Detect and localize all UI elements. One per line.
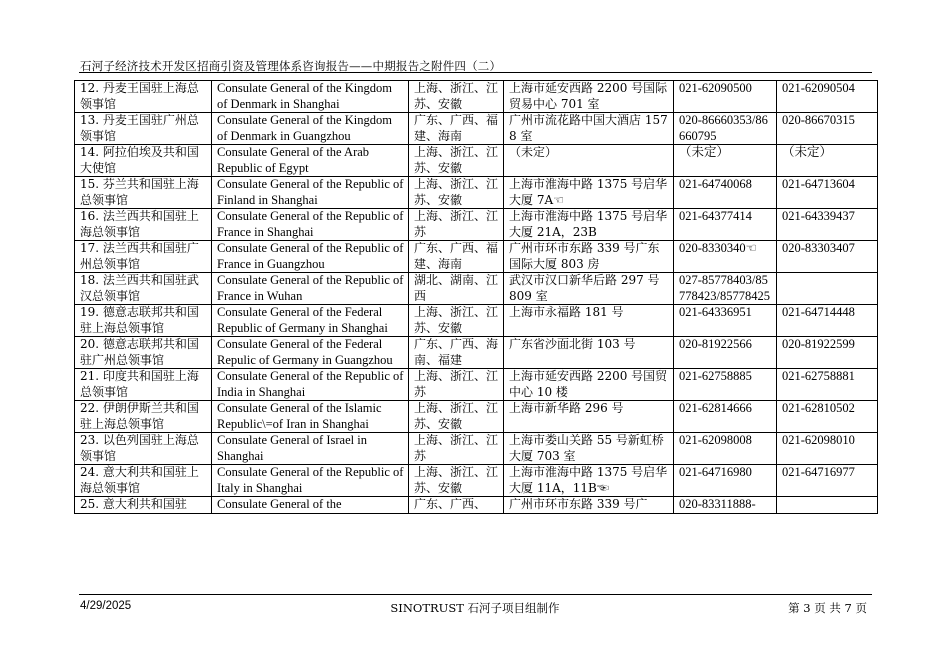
jurisdiction-cell: 上海、浙江、江苏 bbox=[409, 369, 504, 401]
phone-cell: 021-62090500 bbox=[674, 81, 777, 113]
english-name-cell: Consulate General of the Republic of France in Shanghai bbox=[212, 209, 409, 241]
table-row bbox=[75, 465, 878, 497]
phone-cell: 027-85778403/85778423/85778425 bbox=[674, 273, 777, 305]
footer-page-number: 第 3 页 共 7 页 bbox=[788, 601, 867, 615]
address-cell: 武汉市汉口新华后路 297 号 809 室 bbox=[504, 273, 674, 305]
fax-cell: 021-64714448 bbox=[777, 305, 878, 337]
header-rule bbox=[79, 72, 872, 73]
consulate-name-cell: 15. 芬兰共和国驻上海总领事馆 bbox=[75, 177, 212, 209]
table-row bbox=[75, 305, 878, 337]
jurisdiction-cell: 上海、浙江、江苏、安徽 bbox=[409, 145, 504, 177]
phone-cell: 021-62814666 bbox=[674, 401, 777, 433]
jurisdiction-cell: 上海、浙江、江苏 bbox=[409, 209, 504, 241]
table-row bbox=[75, 369, 878, 401]
phone-cell: 021-64377414 bbox=[674, 209, 777, 241]
consulate-name-cell: 21. 印度共和国驻上海总领事馆 bbox=[75, 369, 212, 401]
phone-cell: 020-86660353/86660795 bbox=[674, 113, 777, 145]
consulate-name-cell: 23. 以色列国驻上海总领事馆 bbox=[75, 433, 212, 465]
phone-cell: 021-64740068 bbox=[674, 177, 777, 209]
address-cell: 上海市淮海中路 1375 号启华大厦 11A，11B☜ bbox=[504, 465, 674, 497]
jurisdiction-cell: 上海、浙江、江苏、安徽 bbox=[409, 305, 504, 337]
consulate-name-cell: 14. 阿拉伯埃及共和国大使馆 bbox=[75, 145, 212, 177]
jurisdiction-cell: 上海、浙江、江苏、安徽 bbox=[409, 401, 504, 433]
english-name-cell: Consulate General of the Arab Republic of Egypt bbox=[212, 145, 409, 177]
consulate-name-cell: 12. 丹麦王国驻上海总领事馆 bbox=[75, 81, 212, 113]
table-row bbox=[75, 81, 878, 113]
fax-cell: 021-64339437 bbox=[777, 209, 878, 241]
fax-cell: 020-86670315 bbox=[777, 113, 878, 145]
jurisdiction-cell: 上海、浙江、江苏、安徽 bbox=[409, 465, 504, 497]
fax-cell: 021-64716977 bbox=[777, 465, 878, 497]
address-cell: 上海市淮海中路 1375 号启华大厦 21A，23B bbox=[504, 209, 674, 241]
english-name-cell: Consulate General of the bbox=[212, 497, 409, 514]
fax-cell: 020-83303407 bbox=[777, 241, 878, 273]
english-name-cell: Consulate General of Israel in Shanghai bbox=[212, 433, 409, 465]
phone-cell: 021-62758885 bbox=[674, 369, 777, 401]
address-cell: 上海市新华路 296 号 bbox=[504, 401, 674, 433]
table-row bbox=[75, 241, 878, 273]
consulate-table bbox=[74, 80, 878, 514]
table-row bbox=[75, 401, 878, 433]
english-name-cell: Consulate General of the Republic of Italy in Shanghai bbox=[212, 465, 409, 497]
table-row bbox=[75, 497, 878, 514]
english-name-cell: Consulate General of the Republic of India in Shanghai bbox=[212, 369, 409, 401]
jurisdiction-cell: 湖北、湖南、江西 bbox=[409, 273, 504, 305]
address-cell: 广州市环市东路 339 号广 bbox=[504, 497, 674, 514]
address-cell: 上海市永福路 181 号 bbox=[504, 305, 674, 337]
phone-cell: 021-64716980 bbox=[674, 465, 777, 497]
address-cell: 上海市淮海中路 1375 号启华大厦 7A☜ bbox=[504, 177, 674, 209]
consulate-name-cell: 16. 法兰西共和国驻上海总领事馆 bbox=[75, 209, 212, 241]
jurisdiction-cell: 广东、广西、 bbox=[409, 497, 504, 514]
jurisdiction-cell: 上海、浙江、江苏、安徽 bbox=[409, 177, 504, 209]
jurisdiction-cell: 上海、浙江、江苏 bbox=[409, 433, 504, 465]
consulate-name-cell: 18. 法兰西共和国驻武汉总领事馆 bbox=[75, 273, 212, 305]
fax-cell: 020-81922599 bbox=[777, 337, 878, 369]
footer-rule bbox=[79, 594, 872, 595]
table-row bbox=[75, 433, 878, 465]
table-row bbox=[75, 209, 878, 241]
address-cell: （未定） bbox=[504, 145, 674, 177]
jurisdiction-cell: 广东、广西、福建、海南 bbox=[409, 241, 504, 273]
table-row bbox=[75, 113, 878, 145]
phone-cell: 020-83311888- bbox=[674, 497, 777, 514]
consulate-name-cell: 24. 意大利共和国驻上海总领事馆 bbox=[75, 465, 212, 497]
jurisdiction-cell: 上海、浙江、江苏、安徽 bbox=[409, 81, 504, 113]
table-row bbox=[75, 177, 878, 209]
consulate-name-cell: 25. 意大利共和国驻 bbox=[75, 497, 212, 514]
english-name-cell: Consulate General of the Republic of France in Wuhan bbox=[212, 273, 409, 305]
english-name-cell: Consulate General of the Federal Republic of Germany in Shanghai bbox=[212, 305, 409, 337]
address-cell: 广东省沙面北街 103 号 bbox=[504, 337, 674, 369]
phone-cell: 021-62098008 bbox=[674, 433, 777, 465]
fax-cell: 021-64713604 bbox=[777, 177, 878, 209]
address-cell: 上海市延安西路 2200 号国际贸易中心 701 室 bbox=[504, 81, 674, 113]
fax-cell bbox=[777, 497, 878, 514]
consulate-name-cell: 19. 德意志联邦共和国驻上海总领事馆 bbox=[75, 305, 212, 337]
consulate-name-cell: 22. 伊朗伊斯兰共和国驻上海总领事馆 bbox=[75, 401, 212, 433]
english-name-cell: Consulate General of the Republic of Finland in Shanghai bbox=[212, 177, 409, 209]
phone-cell: 021-64336951 bbox=[674, 305, 777, 337]
consulate-name-cell: 20. 德意志联邦共和国驻广州总领事馆 bbox=[75, 337, 212, 369]
footer-org: SINOTRUST 石河子项目组制作 bbox=[390, 601, 560, 615]
table-row bbox=[75, 145, 878, 177]
footer-date: 4/29/2025 bbox=[80, 600, 132, 612]
fax-cell: 021-62758881 bbox=[777, 369, 878, 401]
fax-cell: （未定） bbox=[777, 145, 878, 177]
table-row bbox=[75, 273, 878, 305]
consulate-name-cell: 17. 法兰西共和国驻广州总领事馆 bbox=[75, 241, 212, 273]
consulate-table-body bbox=[75, 81, 878, 514]
table-row bbox=[75, 337, 878, 369]
page-break-mask bbox=[0, 587, 950, 593]
address-cell: 上海市娄山关路 55 号新虹桥大厦 703 室 bbox=[504, 433, 674, 465]
address-cell: 广州市环市东路 339 号广东国际大厦 803 房 bbox=[504, 241, 674, 273]
fax-cell: 021-62090504 bbox=[777, 81, 878, 113]
jurisdiction-cell: 广东、广西、海南、福建 bbox=[409, 337, 504, 369]
phone-cell: 020-81922566 bbox=[674, 337, 777, 369]
address-cell: 广州市流花路中国大酒店 1578 室 bbox=[504, 113, 674, 145]
english-name-cell: Consulate General of the Republic of France in Guangzhou bbox=[212, 241, 409, 273]
phone-cell: （未定） bbox=[674, 145, 777, 177]
english-name-cell: Consulate General of the Islamic Republic\=of Iran in Shanghai bbox=[212, 401, 409, 433]
fax-cell bbox=[777, 273, 878, 305]
consulate-table-wrapper bbox=[74, 80, 877, 514]
address-cell: 上海市延安西路 2200 号国贸中心 10 楼 bbox=[504, 369, 674, 401]
jurisdiction-cell: 广东、广西、福建、海南 bbox=[409, 113, 504, 145]
english-name-cell: Consulate General of the Kingdom of Denmark in Shanghai bbox=[212, 81, 409, 113]
fax-cell: 021-62810502 bbox=[777, 401, 878, 433]
english-name-cell: Consulate General of the Kingdom of Denmark in Guangzhou bbox=[212, 113, 409, 145]
page-header: 石河子经济技术开发区招商引资及管理体系咨询报告——中期报告之附件四（二） bbox=[80, 59, 502, 73]
phone-cell: 020-8330340☜ bbox=[674, 241, 777, 273]
english-name-cell: Consulate General of the Federal Repulic of Germany in Guangzhou bbox=[212, 337, 409, 369]
fax-cell: 021-62098010 bbox=[777, 433, 878, 465]
consulate-name-cell: 13. 丹麦王国驻广州总领事馆 bbox=[75, 113, 212, 145]
